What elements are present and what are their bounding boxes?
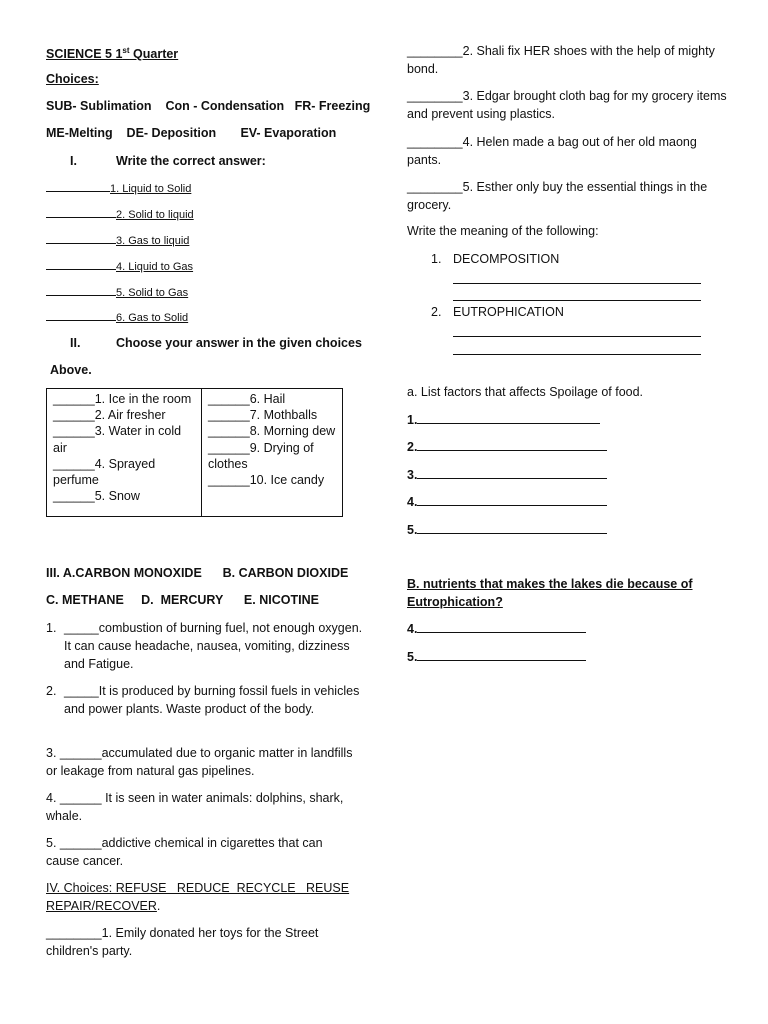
table-item: ______2. Air fresher [53, 408, 166, 423]
part1-item-6: 6. Gas to Solid [46, 308, 188, 327]
choices-label: Choices: [46, 72, 99, 86]
spoilage-line-1: 1. [407, 411, 600, 429]
part1-item-3: 3. Gas to liquid [46, 231, 189, 250]
meaning-item-1-number: 1. [431, 252, 442, 266]
nutrients-line-5: 5. [407, 648, 586, 666]
spoilage-line-2: 2. [407, 438, 607, 456]
part3-question-5: 5. ______addictive chemical in cigarettes that can cause cancer. [46, 836, 323, 868]
part4-choices-line-1: IV. Choices: REFUSE REDUCE RECYCLE REUSE [46, 881, 350, 895]
part1-numeral: I. [70, 154, 77, 168]
table-item: ______7. Mothballs [208, 408, 318, 423]
part3-question-4: 4. ______ It is seen in water animals: dolphins, shark, whale. [46, 791, 344, 823]
answer-line [453, 300, 701, 301]
spoilage-line-5: 5. [407, 521, 607, 539]
answer-line [453, 354, 701, 355]
table-item: ______4. Sprayed perfume [53, 456, 156, 488]
spoilage-prompt: a. List factors that affects Spoilage of food. [407, 385, 644, 399]
part4-question-3: ________3. Edgar brought cloth bag for my grocery items and prevent using plastics. [407, 89, 727, 121]
spoilage-line-3: 3. [407, 466, 607, 484]
part2-instruction-cont: Above. [50, 363, 92, 377]
meaning-item-2: EUTROPHICATION [453, 305, 564, 319]
part4-choices-line-2: REPAIR/RECOVER. [46, 899, 161, 913]
part4-question-4: ________4. Helen made a bag out of her old maong pants. [407, 135, 697, 167]
part1-item-1: 1. Liquid to Solid [46, 179, 191, 198]
part3-question-3: 3. ______accumulated due to organic matter in landfills or leakage from natural gas pipelines. [46, 746, 353, 778]
part3-q2-number: 2. [46, 684, 57, 698]
meaning-item-1: DECOMPOSITION [453, 252, 560, 266]
part1-item-2: 2. Solid to liquid [46, 205, 194, 224]
part3-question-1: _____combustion of burning fuel, not enough oxygen. It can cause headache, nausea, vomiting, dizziness and Fatigue. [64, 621, 363, 671]
table-item: ______6. Hail [208, 392, 286, 406]
part3-choices-line-1: III. A.CARBON MONOXIDE B. CARBON DIOXIDE [46, 566, 349, 580]
part4-question-1: ________1. Emily donated her toys for the Street children's party. [46, 926, 319, 958]
choices-line-2: ME-Melting DE- Deposition EV- Evaporation [46, 126, 337, 140]
table-item: ______5. Snow [53, 489, 140, 504]
part4-question-2: ________2. Shali fix HER shoes with the help of mighty bond. [407, 44, 715, 76]
part3-question-2: _____It is produced by burning fossil fuels in vehicles and power plants. Waste product of the body. [64, 684, 360, 716]
answer-table-right-cell [202, 389, 343, 517]
nutrients-line-4: 4. [407, 620, 586, 638]
part1-instruction: Write the correct answer: [116, 154, 266, 168]
meaning-instruction: Write the meaning of the following: [407, 224, 599, 238]
table-item: ______9. Drying of clothes [208, 440, 314, 471]
spoilage-line-4: 4. [407, 493, 607, 511]
part4-question-5: ________5. Esther only buy the essential things in the grocery. [407, 180, 708, 212]
table-item: ______3. Water in cold air [53, 424, 182, 455]
part2-instruction: Choose your answer in the given choices [116, 336, 362, 350]
part1-item-4: 4. Liquid to Gas [46, 257, 193, 276]
nutrients-prompt-line-1: B. nutrients that makes the lakes die because of [407, 577, 693, 591]
choices-line-1: SUB- Sublimation Con - Condensation FR- Freezing [46, 99, 371, 113]
part2-numeral: II. [70, 336, 81, 350]
meaning-item-2-number: 2. [431, 305, 442, 319]
answer-table-left-cell [47, 389, 202, 517]
table-item: ______1. Ice in the room [53, 392, 192, 406]
part1-item-5: 5. Solid to Gas [46, 283, 188, 302]
part3-q1-number: 1. [46, 621, 57, 635]
part3-choices-line-2: C. METHANE D. MERCURY E. NICOTINE [46, 593, 319, 607]
nutrients-prompt-line-2: Eutrophication? [407, 595, 503, 609]
table-item: ______10. Ice candy [208, 473, 325, 488]
answer-table [46, 388, 343, 517]
answer-line [453, 283, 701, 284]
page-title: SCIENCE 5 1st Quarter [46, 46, 179, 62]
table-item: ______8. Morning dew [208, 424, 336, 439]
answer-line [453, 336, 701, 337]
